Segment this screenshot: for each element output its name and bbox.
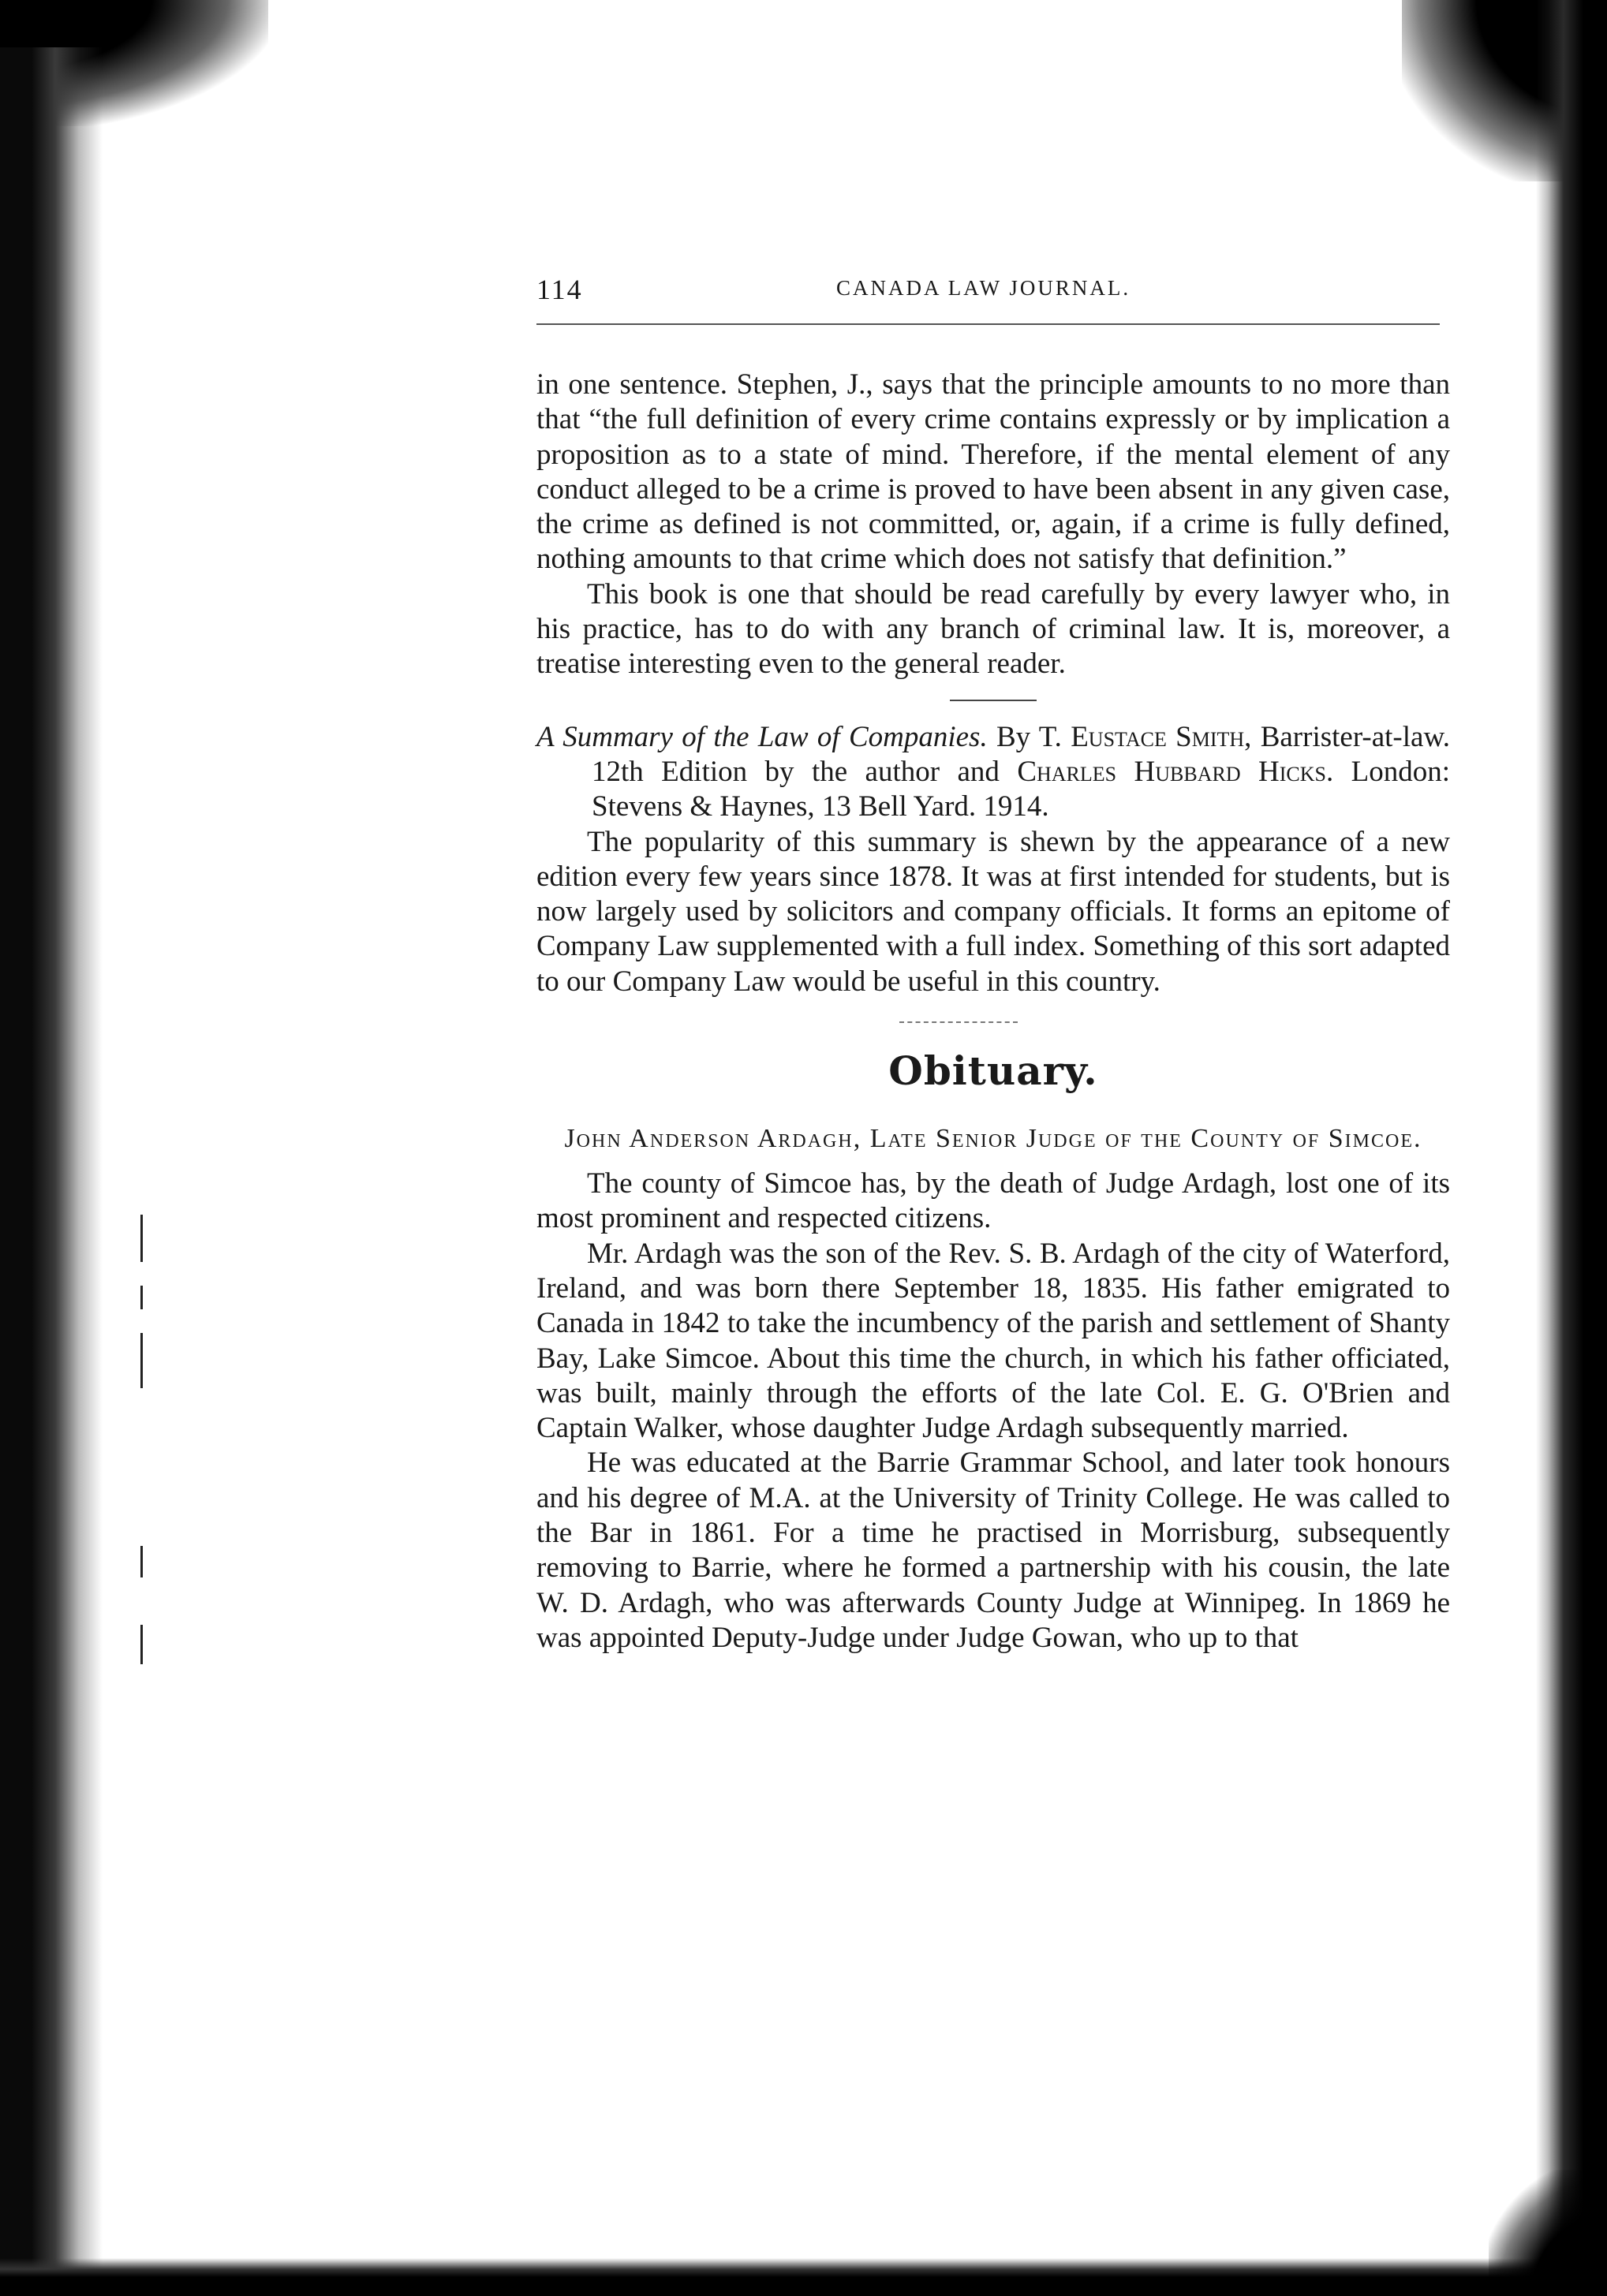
journal-title: CANADA LAW JOURNAL.: [836, 276, 1131, 300]
obituary-divider: [899, 1021, 1018, 1023]
running-head: [536, 273, 1452, 304]
review2-details-1: Barrister-at-law. 12th Edition by the author and: [592, 720, 1451, 788]
section-divider: [950, 700, 1037, 701]
obituary-subject: John Anderson Ardagh, Late Senior Judge of the County of Simcoe.: [564, 1124, 1422, 1154]
page-number: 114: [536, 274, 583, 305]
scan-edge-bottom: [0, 2258, 1607, 2296]
scan-specks: [134, 1215, 153, 1688]
scan-edge-left: [0, 47, 103, 2296]
review2-citation: [536, 720, 1450, 825]
review2-details-2: London: Stevens & Haynes, 13 Bell Yard. 1914.: [592, 755, 1450, 823]
scan-edge-bottom-right: [1489, 2170, 1607, 2296]
review1-paragraph-1: in one sentence. Stephen, J., says that the principle amounts to no more than that “the full definition of every crime contains expressly or by implication a proposition as to a state of mind. Therefore, if the mental element of any conduct alleged to be a crime is proved to have been absent in any given case, the crime as defined is not committed, or, again, if a crime is fully defined, nothing amounts to that crime which does not satisfy that definition.”: [536, 368, 1450, 576]
scan-edge-right: [1536, 0, 1607, 2296]
review2-author: Eustace Smith,: [1071, 720, 1252, 753]
review2-by: By T.: [996, 720, 1062, 753]
review2-coauthor: Charles Hubbard Hicks.: [1017, 755, 1334, 788]
review1-paragraph-2: This book is one that should be read carefully by every lawyer who, in his practice, has to do with any branch of criminal law. It is, moreover, a treatise interesting even to the general reader.: [536, 577, 1450, 681]
review2-title: A Summary of the Law of Companies.: [536, 720, 988, 753]
obituary-paragraph-3: He was educated at the Barrie Grammar School, and later took honours and his degree of M.A. at the University of Trinity College. He was called to the Bar in 1861. For a time he practised in Morrisburg, subsequently removing to Barrie, where he formed a partnership with his cousin, the late W. D. Ardagh, who was afterwards County Judge at Winnipeg. In 1869 he was appointed Deputy-Judge under Judge Gowan, who up to that: [536, 1447, 1450, 1654]
page-body: [536, 368, 1450, 1656]
obituary-heading: Obituary.: [888, 1047, 1098, 1095]
review2-paragraph-1: The popularity of this summary is shewn by the appearance of a new edition every few years since 1878. It was at first intended for students, but is now largely used by solicitors and company officials. It forms an epitome of Company Law supplemented with a full index. Something of this sort adapted to our Company Law would be useful in this country.: [536, 825, 1450, 998]
header-rule: [536, 323, 1440, 325]
obituary-paragraph-2: Mr. Ardagh was the son of the Rev. S. B. Ardagh of the city of Waterford, Ireland, and was born there September 18, 1835. His father emigrated to Canada in 1842 to take the incumbency of the parish and settlement of Shanty Bay, Lake Simcoe. About this time the church, in which his father officiated, was built, mainly through the efforts of the late Col. E. G. O'Brien and Captain Walker, whose daughter Judge Ardagh subsequently married.: [536, 1237, 1450, 1445]
obituary-paragraph-1: The county of Simcoe has, by the death of Judge Ardagh, lost one of its most prominent and respected citizens.: [536, 1167, 1450, 1235]
